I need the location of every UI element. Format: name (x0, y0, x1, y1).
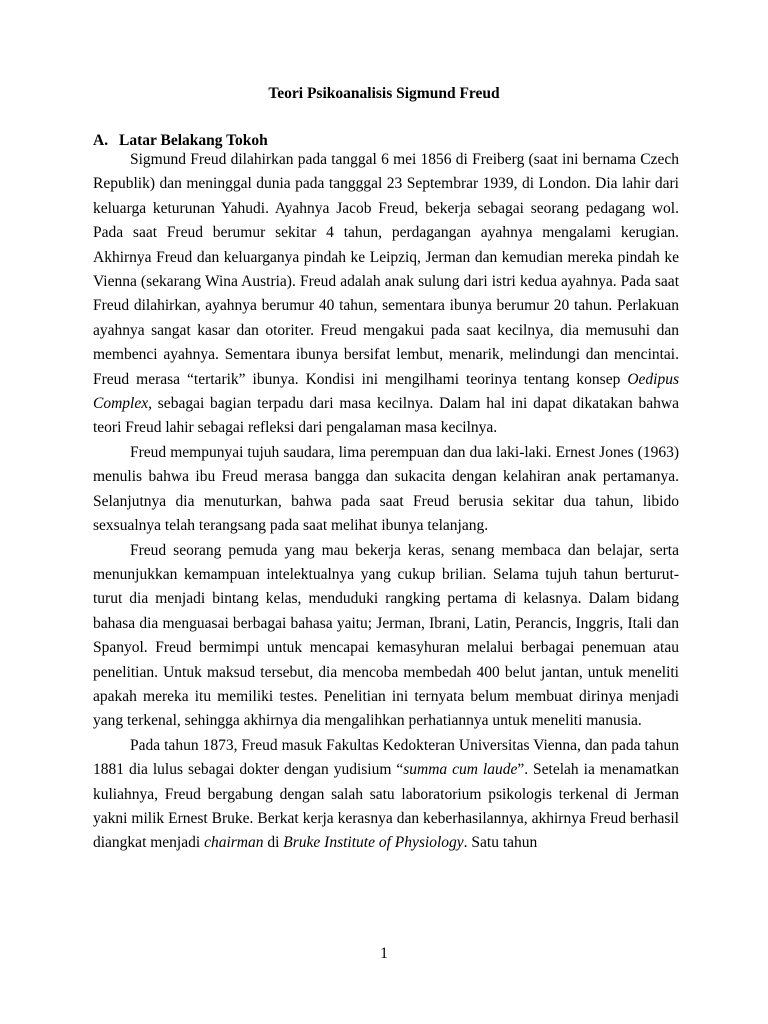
paragraph-1 (93, 148, 679, 441)
paragraph-4-italic-institute: Bruke Institute of Physiology (283, 834, 464, 852)
paragraph-4-text-c: di (263, 834, 284, 852)
body-text (93, 148, 679, 856)
paragraph-4-text-d: . Satu tahun (463, 834, 538, 852)
page-number: 1 (380, 945, 388, 962)
paragraph-4-italic-chairman: chairman (204, 834, 264, 852)
paragraph-1-text-a: Sigmund Freud dilahirkan pada tanggal 6 mei 1856 di Freiberg (saat ini bernama Czech Republik) dan meninggal dunia pada tangggal 23 Septembrar 1939, di London. Dia lahir dari keluarga keturunan Yahudi. Ayahnya Jacob Freud, bekerja sebagai seorang pedagang wol. Pada saat Freud berumur sekitar 4 tahun, perdagangan ayahnya mengalami kerugian. Akhirnya Freud dan keluarganya pindah ke Leipziq, Jerman dan kemudian mereka pindah ke Vienna (sekarang Wina Austria). Freud adalah anak sulung dari istri kedua ayahnya. Pada saat Freud dilahirkan, ayahnya berumur 40 tahun, sementara ibunya berumur 20 tahun. Perlakuan ayahnya sangat kasar dan otoriter. Freud mengakui pada saat kecilnya, dia memusuhi dan membenci ayahnya. Sementara ibunya bersifat lembut, menarik, melindungi dan mencintai. Freud merasa “tertarik” ibunya. Kondisi ini mengilhami teorinya tentang konsep (93, 151, 679, 388)
paragraph-4-italic-summa: summa cum laude (403, 761, 518, 779)
paragraph-4-text-b: ”. Setelah ia menamatkan kuliahnya, Freud bergabung dengan salah satu laboratorium psikologis terkenal di Jerman yakni milik Ernest Bruke. Berkat kerja kerasnya dan keberhasilannya, akhirnya Freud berhasil diangkat menjadi (93, 761, 679, 852)
paragraph-3: Freud seorang pemuda yang mau bekerja keras, senang membaca dan belajar, serta menunjukkan kemampuan intelektualnya yang cukup brilian. Selama tujuh tahun berturut-turut dia menjadi bintang kelas, menduduki rangking pertama di kelasnya. Dalam bidang bahasa dia menguasai berbagai bahasa yaitu; Jerman, Ibrani, Latin, Perancis, Inggris, Itali dan Spanyol. Freud bermimpi untuk mencapai kemasyhuran melalui berbagai penemuan atau penelitian. Untuk maksud tersebut, dia mencoba membedah 400 belut jantan, untuk meneliti apakah mereka itu memiliki testes. Penelitian ini ternyata belum membuat dirinya menjadi yang terkenal, sehingga akhirnya dia mengalihkan perhatiannya untuk meneliti manusia. (93, 541, 679, 730)
section-letter: A. (93, 132, 109, 149)
document-title: Teori Psikoanalisis Sigmund Freud (268, 85, 500, 102)
paragraph-4 (93, 734, 679, 856)
section-heading-text: Latar Belakang Tokoh (119, 132, 268, 149)
paragraph-1-text-b: sebagai bagian terpadu dari masa kecilnya. Dalam hal ini dapat dikatakan bahwa teori Freud lahir sebagai refleksi dari pengalaman masa kecilnya. (93, 395, 679, 437)
paragraph-4-text-a: Pada tahun 1873, Freud masuk Fakultas Kedokteran Universitas Vienna, dan pada tahun 1881 dia lulus sebagai dokter dengan yudisium “ (93, 736, 679, 779)
paragraph-1-italic: Oedipus Complex, (93, 370, 679, 413)
paragraph-2: Freud mempunyai tujuh saudara, lima perempuan dan dua laki-laki. Ernest Jones (1963) menulis bahwa ibu Freud merasa bangga dan sukacita dengan kelahiran anak pertamanya. Selanjutnya dia menuturkan, bahwa pada saat Freud berusia sekitar dua tahun, libido sexsualnya telah terangsang pada saat melihat ibunya telanjang. (93, 443, 679, 535)
